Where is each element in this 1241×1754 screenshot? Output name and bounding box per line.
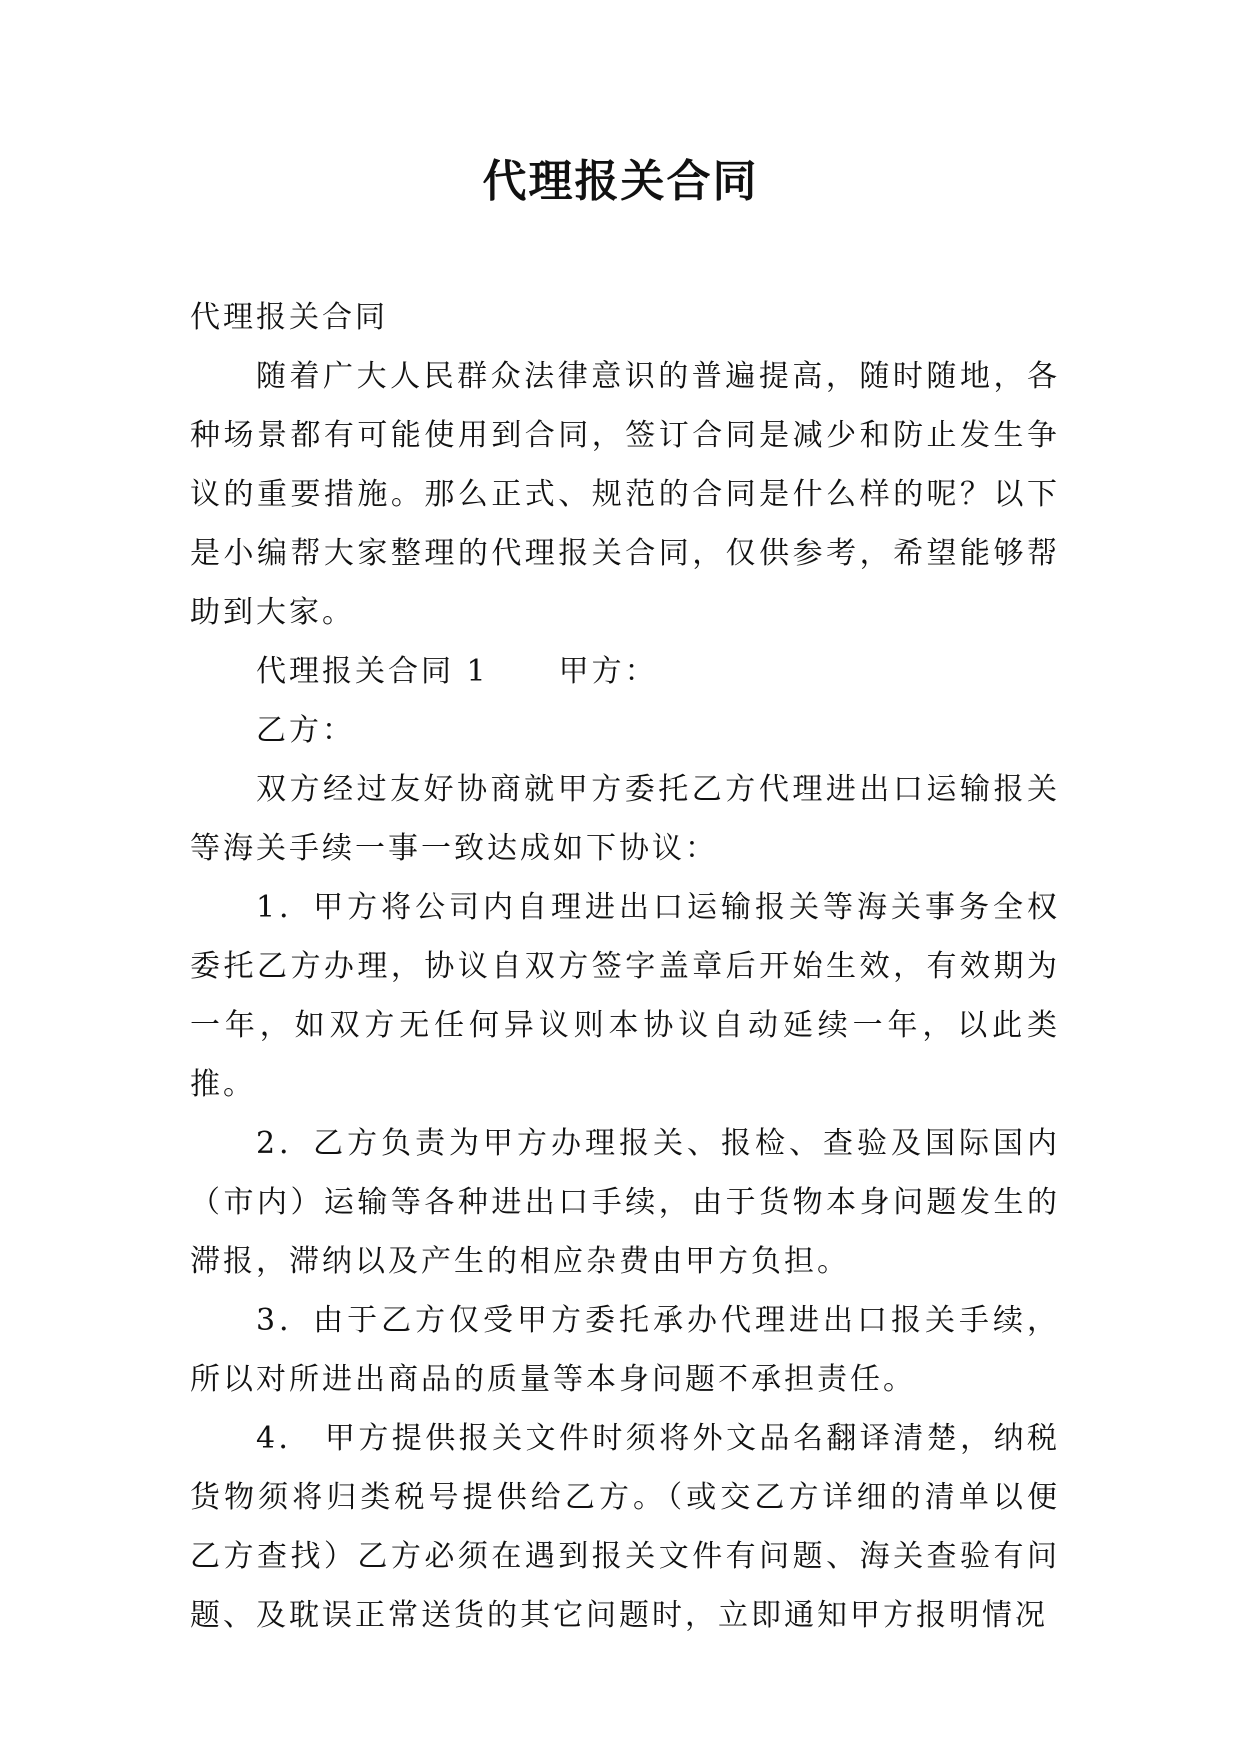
clause-paragraph: 3．由于乙方仅受甲方委托承办代理进出口报关手续，所以对所进出商品的质量等本身问题不承担责任。 bbox=[190, 1303, 1060, 1397]
party-b-label: 乙方： bbox=[256, 713, 355, 748]
document-body bbox=[190, 288, 1060, 1645]
party-a-label: 甲方： bbox=[558, 654, 658, 689]
document-title: 代理报关合同 bbox=[482, 156, 759, 207]
document-subtitle: 代理报关合同 bbox=[190, 300, 388, 335]
preamble-paragraph: 双方经过友好协商就甲方委托乙方代理进出口运输报关等海关手续一事一致达成如下协议： bbox=[190, 772, 1060, 866]
clause-paragraph: 2．乙方负责为甲方办理报关、报检、查验及国际国内（市内）运输等各种进出口手续，由于货物本身问题发生的滞报，滞纳以及产生的相应杂费由甲方负担。 bbox=[190, 1126, 1060, 1279]
intro-paragraph: 随着广大人民群众法律意识的普遍提高，随时随地，各种场景都有可能使用到合同，签订合同是减少和防止发生争议的重要措施。那么正式、规范的合同是什么样的呢？以下是小编帮大家整理的代理报关合同，仅供参考，希望能够帮助到大家。 bbox=[190, 359, 1060, 630]
clause-paragraph: 4． 甲方提供报关文件时须将外文品名翻译清楚，纳税货物须将归类税号提供给乙方。（或交乙方详细的清单以便乙方查找）乙方必须在遇到报关文件有问题、海关查验有问题、及耽误正常送货的其它问题时，立即通知甲方报明情况 bbox=[190, 1421, 1060, 1633]
clause-paragraph: 1．甲方将公司内自理进出口运输报关等海关事务全权委托乙方办理，协议自双方签字盖章后开始生效，有效期为一年，如双方无任何异议则本协议自动延续一年，以此类推。 bbox=[190, 890, 1060, 1102]
contract-heading-line bbox=[190, 642, 1060, 701]
contract-heading: 代理报关合同 1 bbox=[256, 654, 489, 689]
